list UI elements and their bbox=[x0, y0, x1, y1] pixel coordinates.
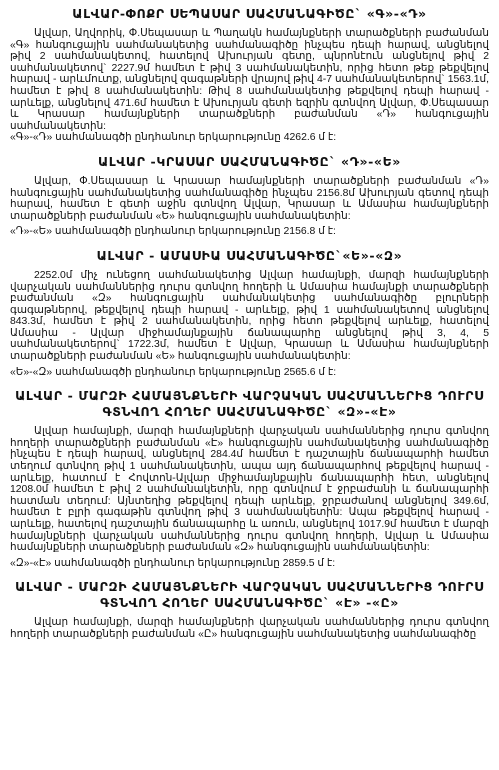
section-paragraph: Ալվար համայնքի, մարզի համայնքների վարչական սահմաններից դուրս գտնվող հողերի տարածքների բաժանման «Է» հանգուցային սահմանակետից սահմանագիծը ինչպես է դեպի հարավ, անցնելով 284.4մ համետ է դաշտային ճանապարհի համետ տեղում գտնվող թիվ 1 սահմանակետին, ապա այդ ճանապարհով թեքվելով հարավ - արևելք, հատում է Հովտոն-Ալվար միջհամայնքային ճանապարհի հետ, անցնելով 1208.0մ համետ է թիվ 2 սահմանակետին, որը գտնվում է ջրբաժանի և ճանապարհի հատման տեղում: Այնտեղից թեքվելով դեպի արևելք, ջրբաժանով անցնելով 349.6մ, համետ է բլրի գագաթին գտնվող թիվ 3 սահմանակետին: Ապա թեքվելով հարավ - արևելք, հատելով դաշտային ճանապարհը և առուն, անցնելով 1017.9մ համետ է մարզի համայնքների վարչական սահմաններից դուրս գտնվող հողերի, Ալվար և Ամասիա համայնքների տարածքների բաժանման «Զ» հանգուցային սահմանակետին: bbox=[10, 426, 489, 554]
section-paragraph: 2252.0մ միչ ունեցող սահմանակետից Ալվար համայնքի, մարզի համայնքների վարչական սահմաններից դուրս գտնվող հողերի և Ամասիա համայնքի տարածքների բաժանման «Զ» հանգուցային սահմանակետից սահմանագիծը բլուրների գագաթներով, թեքվելով դեպի հարավ - արևելք, թիվ 1 սահմանակետով անցնելով 843.3մ, համետ է թիվ 2 սահմանակետին, որից հետո թեքվելով արևելք, հատելով Ամասիա - Ալվար միջհամայնքային ճանապարհը անցնելով թիվ 3, 4, 5 սահմանակետերով` 1722.3մ, համետ է Ալվար, Կրասար և Ամասիա համայնքների տարածքների բաժանման «Ե» հանգուցային սահմանակետին: bbox=[10, 269, 489, 363]
section-paragraph: Ալվար, Փ.Սեպասար և Կրասար համայնքների տարածքների բաժանման «Դ» հանգուցային սահմանակետից սահմանագիծը ինչպես 2156.8մ Ախուրյան գետով դեպի հարավ, համետ է գետի աջին գտնվող Ալվար, Կրասար և Ամասիա համայնքների տարածքների բաժանման «Ե» հանգուցային սահմանակետին: bbox=[10, 175, 489, 222]
section-length-note: «Գ»-«Դ» սահմանագծի ընդհանուր երկարությունը 4262.6 մ է: bbox=[10, 132, 337, 144]
section-length-note: «Դ»-«Ե» սահմանագծի ընդհանուր երկարությունը 2156.8 մ է: bbox=[10, 226, 336, 238]
section-heading: ԱԼՎԱՐ -ԿՐԱՍԱՐ ՍԱՀՄԱՆԱԳԻԾԸ` «Դ»-«Ե» bbox=[98, 153, 401, 169]
section-heading: ԱԼՎԱՐ - ՄԱՐԶԻ ՀԱՄԱՅՆՔՆԵՐԻ ՎԱՐՉԱԿԱՆ ՍԱՀՄԱՆՆԵՐԻՑ ԴՈՒՐՍ ԳՏՆՎՈՂ ՀՈՂԵՐ ՍԱՀՄԱՆԱԳԻԾԸ` «Զ»-«Է» bbox=[15, 388, 484, 420]
section-paragraph: Ալվար, Աղվորիկ, Փ.Սեպասար և Պաղակն համայնքների տարածքների բաժանման «Գ» հանգուցային սահմանակետից սահմանագիծը ինչպես դեպի հարավ, անցնելով թիվ 2 սահմանակետով, հատելով Ախուրյան գետը, պնրոնէուն անցնելով թիվ 2 սահմանակետով` 2227.9մ համետ է թիվ 3 սահմանակետին, որից հետո թեք թեքվելով հարավ - արևմուտք, անցնելով զագաթների վրայով թիվ 4-7 սահմանակետերով` 1563.1մ, համետ է թիվ 8 սահմանակետին: Թիվ 8 սահմանակետից թեքվելով դեպի հարավ - արևելք, անցնելով 471.6մ համետ է Ախուրյան գետի եզրին գտնվող Ալվար, Փ.Սեպասար և Կրասար համայնքների տարածքների բաժանման «Դ» հանգուցային սահմանակետին: bbox=[10, 28, 489, 132]
section-heading: ԱԼՎԱՐ-ՓՈՔՐ ՍԵՊԱՍԱՐ ՍԱՀՄԱՆԱԳԻԾԸ` «Գ»-«Դ» bbox=[72, 6, 427, 21]
section-heading: ԱԼՎԱՐ - ԱՄԱՍԻԱ ՍԱՀՄԱՆԱԳԻԾԸ`«Ե»-«Զ» bbox=[96, 247, 403, 263]
section-paragraph: Ալվար համայնքի, մարզի համայնքների վարչական սահմաններից դուրս գտնվող հողերի տարածքների բաժանման «Ը» հանգուցային սահմանակետից սահմանագիծը bbox=[10, 617, 489, 640]
section-length-note: «Զ»-«Է» սահմանագծի ընդհանուր երկարությունը 2859.5 մ է: bbox=[10, 557, 336, 569]
section-heading: ԱԼՎԱՐ - ՄԱՐԶԻ ՀԱՄԱՅՆՔՆԵՐԻ ՎԱՐՉԱԿԱՆ ՍԱՀՄԱՆՆԵՐԻՑ ԴՈՒՐՍ ԳՏՆՎՈՂ ՀՈՂԵՐ ՍԱՀՄԱՆԱԳԻԾԸ` «Է» -«Ը» bbox=[15, 579, 484, 611]
section-length-note: «Ե»-«Զ» սահմանագծի ընդհանուր երկարությունը 2565.6 մ է: bbox=[10, 366, 337, 378]
